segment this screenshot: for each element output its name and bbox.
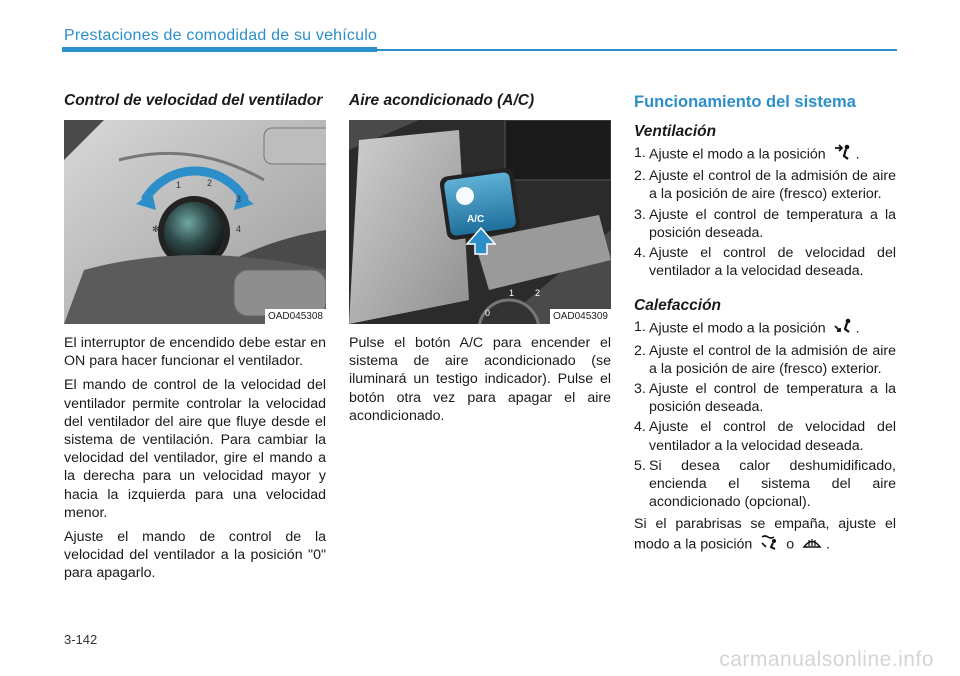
defrost-mode-icon: [802, 534, 822, 555]
paragraph: Ajuste el mando de control de la velocidad del ventilador a la posición "0" para apagarlo.: [64, 529, 326, 582]
ac-illustration: [349, 120, 611, 324]
heating-steps: [634, 318, 896, 511]
ac-dial-label: 0: [485, 308, 491, 318]
step-number: 1.: [634, 319, 646, 336]
step-text: Ajuste el control de velocidad del ventilador a la velocidad deseada.: [649, 419, 896, 454]
list-item: [634, 167, 896, 203]
figure-code: OAD045308: [265, 309, 326, 324]
list-item: [634, 318, 896, 339]
step-text: Ajuste el modo a la posición: [649, 320, 826, 337]
svg-text:✻: ✻: [152, 224, 160, 234]
list-item: [634, 206, 896, 242]
note-text: o: [786, 536, 795, 553]
fan-dial-label: 4: [236, 224, 242, 234]
column-air-conditioning: [349, 92, 611, 431]
header-rule-thin: [377, 49, 897, 51]
step-number: 4.: [634, 419, 646, 436]
fan-dial-label: 2: [207, 178, 213, 188]
ac-button-label: A/C: [467, 214, 485, 225]
step-text: Ajuste el control de velocidad del ventilador a la velocidad deseada.: [649, 245, 896, 280]
step-number: 4.: [634, 245, 646, 262]
step-text: .: [855, 320, 860, 337]
list-item: [634, 144, 896, 165]
heating-heading: Calefacción: [634, 297, 722, 315]
step-number: 1.: [634, 145, 646, 161]
step-number: 3.: [634, 206, 646, 223]
system-operation-heading: Funcionamiento del sistema: [634, 93, 856, 111]
page-number: 3-142: [64, 632, 98, 647]
column-system-operation: [634, 92, 896, 561]
face-vent-mode-icon: [834, 144, 852, 165]
floor-mode-icon: [834, 318, 852, 339]
figure-code: OAD045309: [550, 309, 611, 324]
column-fan-speed: [64, 92, 326, 589]
floor-defrost-mode-icon: [760, 534, 778, 555]
note-text: Si el parabrisas se empaña, ajuste el modo a la posición: [634, 516, 896, 553]
paragraph: El interruptor de encendido debe estar en ON para hacer funcionar el ventilador.: [64, 335, 326, 370]
paragraph: Pulse el botón A/C para encender el sistema de aire acondicionado (se iluminará un testigo indicador). Pulse el botón otra vez para apagar el aire acondicionado.: [349, 335, 611, 424]
fan-speed-figure: [64, 120, 326, 324]
step-number: 5.: [634, 457, 646, 474]
ac-dial-label: 2: [535, 288, 541, 298]
defog-note: [634, 515, 896, 554]
step-number: 2.: [634, 168, 646, 185]
ac-dial-label: 1: [509, 288, 515, 298]
note-text: .: [826, 536, 831, 553]
ventilation-steps: [634, 144, 896, 280]
ventilation-heading: Ventilación: [634, 123, 717, 140]
section-header: Prestaciones de comodidad de su vehículo: [64, 27, 378, 44]
list-item: [634, 342, 896, 378]
step-text: .: [855, 146, 860, 163]
paragraph: El mando de control de la velocidad del ventilador permite controlar la velocidad del ventilador del aire que fluye desde el sistema de ventilación. Para cambiar la velocidad del ventilador, gire el mando a la derecha para un velocidad mayor y hacia la izquierda para una velocidad menor.: [64, 377, 326, 521]
list-item: [634, 380, 896, 416]
step-number: 3.: [634, 381, 646, 398]
step-number: 2.: [634, 342, 646, 359]
step-text: Ajuste el control de temperatura a la posición deseada.: [649, 206, 896, 241]
step-text: Si desea calor deshumidificado, encienda el sistema del aire acondicionado (opcional).: [649, 457, 896, 511]
fan-speed-heading: Control de velocidad del ventilador: [64, 92, 323, 109]
ac-figure: [349, 120, 611, 324]
ac-heading: Aire acondicionado (A/C): [349, 92, 535, 109]
fan-dial-label: 1: [176, 180, 182, 190]
list-item: [634, 418, 896, 454]
step-text: Ajuste el control de temperatura a la posición deseada.: [649, 381, 896, 416]
fan-dial-label: 3: [236, 194, 242, 204]
watermark: carmanualsonline.info: [719, 648, 934, 671]
fan-speed-illustration: [64, 120, 326, 324]
step-text: Ajuste el control de la admisión de aire a la posición de aire (fresco) exterior.: [649, 168, 896, 203]
list-item: [634, 244, 896, 280]
step-text: Ajuste el modo a la posición: [649, 146, 826, 163]
step-text: Ajuste el control de la admisión de aire a la posición de aire (fresco) exterior.: [649, 342, 896, 377]
list-item: [634, 457, 896, 512]
header-rule-thick: [62, 47, 377, 52]
